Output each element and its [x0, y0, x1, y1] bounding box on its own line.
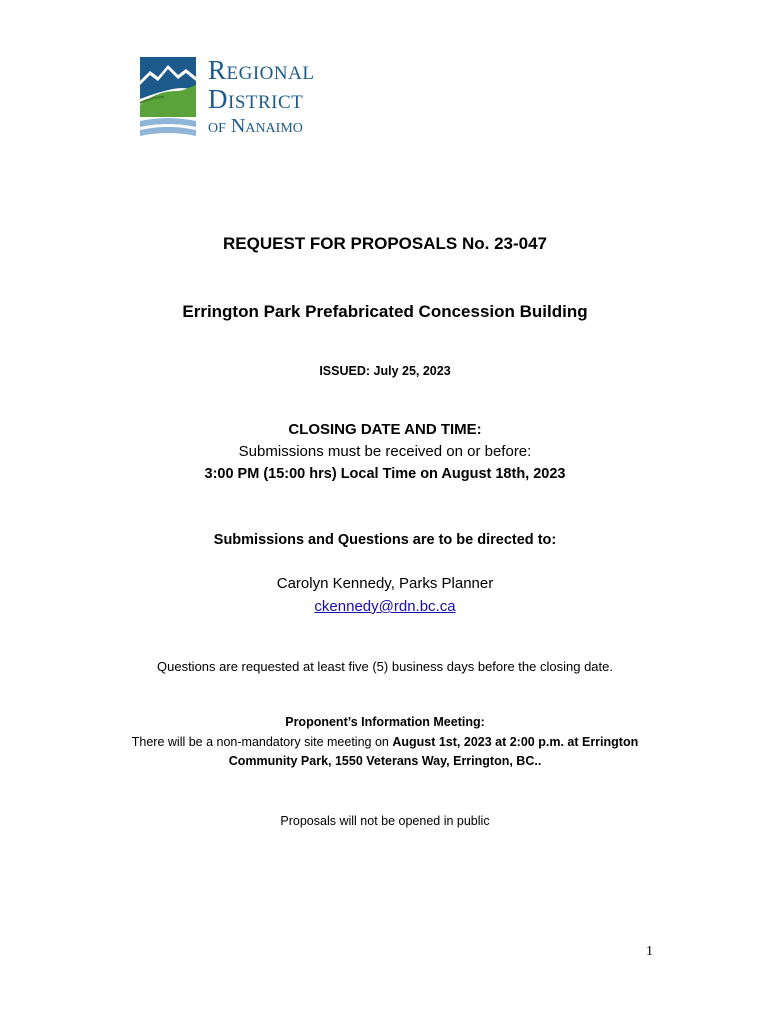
rdn-logo	[138, 55, 338, 139]
logo-mark-icon	[138, 55, 202, 139]
logo-line-3: of Nanaimo	[208, 115, 303, 137]
document-subtitle: Errington Park Prefabricated Concession Building	[182, 302, 588, 321]
contact-email-link[interactable]: ckennedy@rdn.bc.ca	[314, 598, 456, 615]
meeting-line-1	[0, 735, 770, 749]
closing-datetime: 3:00 PM (15:00 hrs) Local Time on August 18th, 2023	[204, 466, 566, 482]
page-number: 1	[646, 944, 653, 959]
questions-note: Questions are requested at least five (5) business days before the closing date.	[157, 659, 613, 674]
meeting-heading: Proponent’s Information Meeting:	[285, 715, 485, 729]
public-note: Proposals will not be opened in public	[280, 814, 490, 828]
contact-email-line	[0, 598, 770, 615]
meeting-line-1-plain: There will be a non-mandatory site meeting on	[131, 735, 393, 749]
logo-line-2: District	[208, 84, 304, 114]
issued-date: ISSUED: July 25, 2023	[319, 364, 451, 378]
logo-wordmark	[208, 57, 314, 136]
logo-line-1: Regional	[208, 55, 315, 85]
closing-text: Submissions must be received on or before:	[238, 443, 532, 460]
contact-heading: Submissions and Questions are to be directed to:	[213, 532, 557, 548]
meeting-line-1-bold: August 1st, 2023 at 2:00 p.m. at Errington	[392, 735, 639, 749]
closing-heading: CLOSING DATE AND TIME:	[288, 421, 482, 438]
contact-name: Carolyn Kennedy, Parks Planner	[276, 575, 494, 592]
meeting-line-2: Community Park, 1550 Veterans Way, Errington, BC..	[228, 754, 542, 768]
document-title: REQUEST FOR PROPOSALS No. 23-047	[222, 234, 547, 253]
